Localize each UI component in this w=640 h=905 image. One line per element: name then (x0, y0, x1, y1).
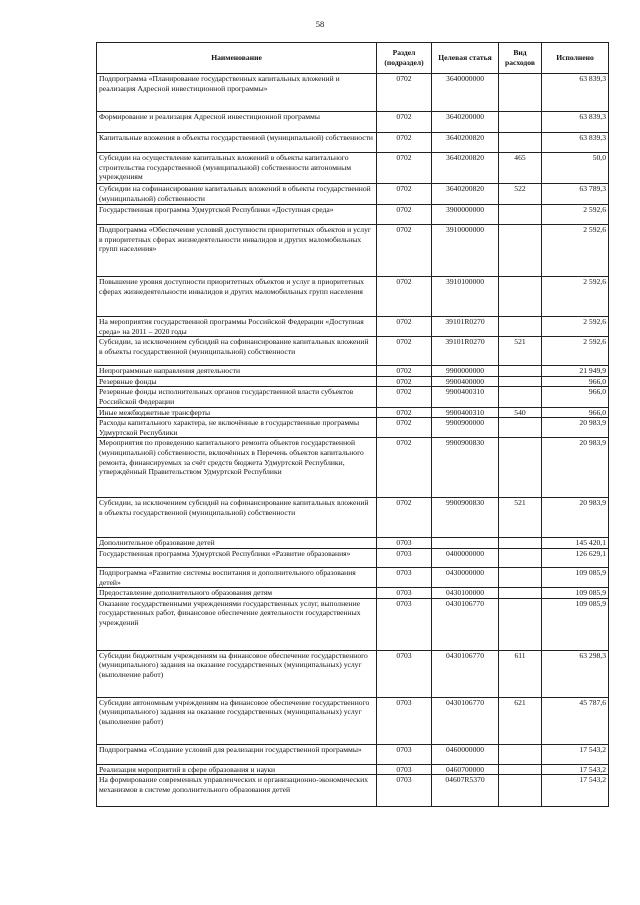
cell-section: 0702 (377, 498, 432, 538)
cell-expense-type: 521 (499, 498, 542, 538)
cell-executed: 966,0 (542, 387, 609, 407)
cell-section: 0702 (377, 184, 432, 205)
cell-section: 0703 (377, 697, 432, 744)
cell-article: 0430106770 (432, 650, 499, 697)
cell-executed: 50,0 (542, 153, 609, 184)
table-row (97, 225, 609, 277)
cell-article: 39101R0270 (432, 317, 499, 337)
cell-executed: 126 629,1 (542, 548, 609, 567)
cell-executed: 63 839,3 (542, 112, 609, 133)
cell-expense-type (499, 548, 542, 567)
cell-article (432, 538, 499, 549)
cell-name: Дополнительное образование детей (97, 538, 377, 549)
cell-article: 9900000000 (432, 366, 499, 377)
table-row (97, 376, 609, 387)
cell-expense-type (499, 366, 542, 377)
cell-expense-type (499, 74, 542, 112)
cell-expense-type (499, 538, 542, 549)
header-executed: Исполнено (542, 43, 609, 74)
cell-expense-type (499, 205, 542, 225)
table-row (97, 277, 609, 317)
cell-section: 0702 (377, 366, 432, 377)
cell-name: Мероприятия по проведению капитального ремонта объектов государственной (муниципальной) собственности, включённых в Перечень объектов капитального ремонта, финансируемых за счёт средств бюджета Удмуртской Республики, утверждённый Правительством Удмуртской Республики (97, 438, 377, 498)
cell-article: 0430000000 (432, 567, 499, 587)
cell-section: 0703 (377, 650, 432, 697)
cell-expense-type (499, 225, 542, 277)
cell-article: 0460700000 (432, 764, 499, 775)
cell-name: Подпрограмма «Планирование государственных капитальных вложений и реализация Адресной инвестиционной программы» (97, 74, 377, 112)
cell-executed: 63 839,3 (542, 133, 609, 153)
cell-executed: 2 592,6 (542, 337, 609, 366)
page-number: 58 (315, 19, 325, 29)
cell-article: 04607R5370 (432, 775, 499, 807)
cell-name: Расходы капитального характера, не включённые в государственные программы Удмуртской Республики (97, 418, 377, 438)
cell-section: 0702 (377, 317, 432, 337)
cell-name: Иные межбюджетные трансферты (97, 407, 377, 418)
cell-article: 9900400310 (432, 407, 499, 418)
cell-article: 0400000000 (432, 548, 499, 567)
cell-article: 3910100000 (432, 277, 499, 317)
table-row (97, 498, 609, 538)
cell-section: 0702 (377, 205, 432, 225)
cell-executed: 21 949,9 (542, 366, 609, 377)
cell-article: 0430106770 (432, 697, 499, 744)
table-row (97, 548, 609, 567)
cell-expense-type (499, 588, 542, 599)
cell-name: Государственная программа Удмуртской Республики «Доступная среда» (97, 205, 377, 225)
cell-name: Подпрограмма «Обеспечение условий доступности приоритетных объектов и услуг в приоритетных сферах жизнедеятельности инвалидов и других маломобильных групп населения» (97, 225, 377, 277)
cell-expense-type (499, 376, 542, 387)
cell-name: Субсидии на софинансирование капитальных вложений в объекты государственной (муниципальной) собственности (97, 184, 377, 205)
cell-article: 0430106770 (432, 598, 499, 650)
cell-article: 3910000000 (432, 225, 499, 277)
cell-expense-type (499, 418, 542, 438)
table-row (97, 153, 609, 184)
cell-name: Предоставление дополнительного образования детям (97, 588, 377, 599)
cell-name: Реализация мероприятий в сфере образования и науки (97, 764, 377, 775)
cell-expense-type: 465 (499, 153, 542, 184)
cell-article: 9900900830 (432, 498, 499, 538)
table-row (97, 184, 609, 205)
cell-executed: 145 420,1 (542, 538, 609, 549)
table-row (97, 387, 609, 407)
cell-expense-type (499, 567, 542, 587)
cell-name: Субсидии, за исключением субсидий на софинансирование капитальных вложений в объекты государственной (муниципальной) собственности (97, 337, 377, 366)
table-row (97, 775, 609, 807)
header-expense-type: Вид расходов (499, 43, 542, 74)
cell-article: 9900400310 (432, 387, 499, 407)
table-row (97, 697, 609, 744)
cell-name: Капитальные вложения в объекты государственной (муниципальной) собственности (97, 133, 377, 153)
table-row (97, 438, 609, 498)
cell-section: 0702 (377, 387, 432, 407)
cell-article: 39101R0270 (432, 337, 499, 366)
table-row (97, 133, 609, 153)
cell-article: 3640200820 (432, 184, 499, 205)
cell-section: 0703 (377, 588, 432, 599)
cell-name: Подпрограмма «Создание условий для реализации государственной программы» (97, 744, 377, 764)
cell-name: Субсидии, за исключением субсидий на софинансирование капитальных вложений в объекты государственной (муниципальной) собственности (97, 498, 377, 538)
cell-expense-type: 540 (499, 407, 542, 418)
cell-expense-type (499, 277, 542, 317)
cell-expense-type: 521 (499, 337, 542, 366)
cell-expense-type (499, 775, 542, 807)
table-row (97, 337, 609, 366)
cell-section: 0703 (377, 538, 432, 549)
cell-executed: 63 839,3 (542, 74, 609, 112)
cell-section: 0702 (377, 153, 432, 184)
cell-article: 3640200820 (432, 133, 499, 153)
cell-executed: 17 543,2 (542, 744, 609, 764)
table-row (97, 205, 609, 225)
cell-expense-type (499, 317, 542, 337)
budget-execution-table (96, 42, 609, 807)
cell-section: 0702 (377, 74, 432, 112)
cell-expense-type: 611 (499, 650, 542, 697)
cell-expense-type (499, 112, 542, 133)
cell-name: Непрограммные направления деятельности (97, 366, 377, 377)
cell-expense-type (499, 744, 542, 764)
cell-name: На формирование современных управленческих и организационно-экономических механизмов в системе дополнительного образования детей (97, 775, 377, 807)
cell-name: Резервные фонды (97, 376, 377, 387)
table-row (97, 764, 609, 775)
cell-article: 3640000000 (432, 74, 499, 112)
cell-section: 0703 (377, 567, 432, 587)
cell-executed: 20 983,9 (542, 498, 609, 538)
cell-article: 3640200820 (432, 153, 499, 184)
cell-executed: 109 085,9 (542, 598, 609, 650)
table-row (97, 366, 609, 377)
cell-name: Субсидии на осуществление капитальных вложений в объекты капитального строительства государственной (муниципальной) собственности автономным учреждениям (97, 153, 377, 184)
cell-name: Подпрограмма «Развитие системы воспитания и дополнительного образования детей» (97, 567, 377, 587)
cell-expense-type: 621 (499, 697, 542, 744)
cell-executed: 2 592,6 (542, 225, 609, 277)
cell-article: 9900900830 (432, 438, 499, 498)
cell-name: Субсидии бюджетным учреждениям на финансовое обеспечение государственного (муниципального) задания на оказание государственных (муниципальных) услуг (выполнение работ) (97, 650, 377, 697)
table-header-row (97, 43, 609, 74)
table-row (97, 74, 609, 112)
cell-section: 0702 (377, 376, 432, 387)
table-row (97, 112, 609, 133)
table-row (97, 744, 609, 764)
cell-expense-type (499, 764, 542, 775)
cell-expense-type (499, 387, 542, 407)
cell-article: 3640200000 (432, 112, 499, 133)
cell-name: Государственная программа Удмуртской Республики «Развитие образования» (97, 548, 377, 567)
cell-name: Субсидии автономным учреждениям на финансовое обеспечение государственного (муниципального) задания на оказание государственных (муниципальных) услуг (выполнение работ) (97, 697, 377, 744)
cell-section: 0702 (377, 112, 432, 133)
cell-article: 9900900000 (432, 418, 499, 438)
table-row (97, 598, 609, 650)
cell-name: Резервные фонды исполнительных органов государственной власти субъектов Российской Федерации (97, 387, 377, 407)
table-row (97, 567, 609, 587)
cell-section: 0702 (377, 277, 432, 317)
cell-section: 0702 (377, 337, 432, 366)
cell-section: 0702 (377, 225, 432, 277)
cell-expense-type (499, 598, 542, 650)
cell-executed: 109 085,9 (542, 588, 609, 599)
cell-expense-type (499, 438, 542, 498)
cell-executed: 17 543,2 (542, 764, 609, 775)
table-row (97, 538, 609, 549)
cell-name: На мероприятия государственной программы Российской Федерации «Доступная среда» на 2011 – 2020 годы (97, 317, 377, 337)
cell-article: 9900400000 (432, 376, 499, 387)
cell-name: Формирование и реализация Адресной инвестиционной программы (97, 112, 377, 133)
cell-article: 0460000000 (432, 744, 499, 764)
cell-section: 0702 (377, 438, 432, 498)
cell-executed: 20 983,9 (542, 418, 609, 438)
table-row (97, 588, 609, 599)
cell-executed: 966,0 (542, 376, 609, 387)
cell-section: 0703 (377, 548, 432, 567)
cell-expense-type: 522 (499, 184, 542, 205)
cell-section: 0702 (377, 418, 432, 438)
cell-article: 3900000000 (432, 205, 499, 225)
cell-section: 0702 (377, 407, 432, 418)
cell-executed: 2 592,6 (542, 277, 609, 317)
cell-executed: 63 298,3 (542, 650, 609, 697)
table-row (97, 317, 609, 337)
cell-executed: 966,0 (542, 407, 609, 418)
table-row (97, 407, 609, 418)
cell-section: 0703 (377, 598, 432, 650)
cell-executed: 20 983,9 (542, 438, 609, 498)
cell-article: 0430100000 (432, 588, 499, 599)
table-row (97, 418, 609, 438)
table-row (97, 650, 609, 697)
cell-executed: 45 787,6 (542, 697, 609, 744)
cell-section: 0703 (377, 744, 432, 764)
cell-executed: 63 789,3 (542, 184, 609, 205)
header-name: Наименование (97, 43, 377, 74)
cell-section: 0703 (377, 775, 432, 807)
cell-executed: 2 592,6 (542, 317, 609, 337)
cell-name: Оказание государственными учреждениями государственных услуг, выполнение государственных работ, финансовое обеспечение деятельности государственных учреждений (97, 598, 377, 650)
cell-executed: 2 592,6 (542, 205, 609, 225)
cell-expense-type (499, 133, 542, 153)
header-section: Раздел (подраздел) (377, 43, 432, 74)
cell-section: 0703 (377, 764, 432, 775)
cell-name: Повышение уровня доступности приоритетных объектов и услуг в приоритетных сферах жизнедеятельности инвалидов и других маломобильных групп населения (97, 277, 377, 317)
cell-executed: 17 543,2 (542, 775, 609, 807)
cell-executed: 109 085,9 (542, 567, 609, 587)
header-article: Целевая статья (432, 43, 499, 74)
cell-section: 0702 (377, 133, 432, 153)
